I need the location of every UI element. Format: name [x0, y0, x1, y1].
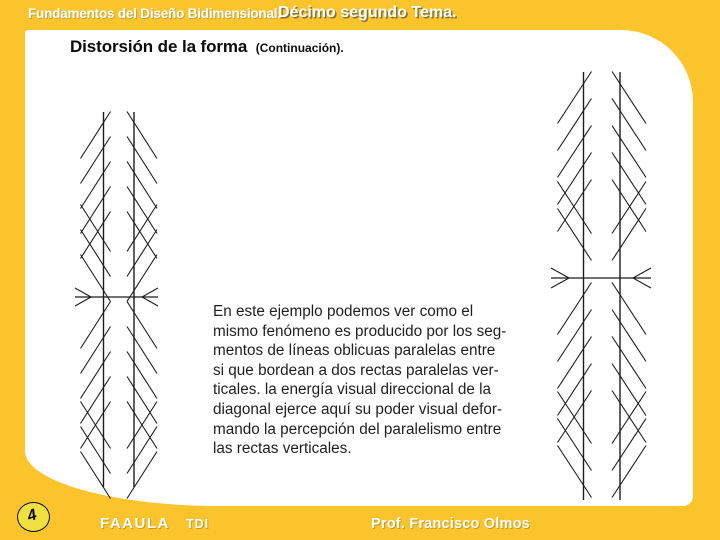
slide-title-main: Distorsión de la forma — [70, 37, 248, 56]
paragraph-line: ticales. la energía visual direccional de la — [213, 381, 492, 399]
paragraph-line: si que bordean a dos rectas paralelas ver- — [213, 361, 499, 379]
header-topic-label: Décimo segundo Tema. — [278, 4, 457, 21]
paragraph-line: diagonal ejerce aquí su poder visual defor- — [213, 400, 503, 418]
slide-title — [70, 37, 344, 57]
header-bar — [0, 0, 720, 30]
paragraph-line: las rectas verticales. — [213, 440, 352, 458]
slide-number-badge[interactable] — [17, 502, 50, 532]
paragraph-line: mando la percepción del paralelismo entre — [213, 420, 502, 438]
footer-professor-label: Prof. Francisco Olmos — [371, 516, 530, 532]
paragraph-line: En este ejemplo podemos ver como el — [213, 303, 474, 320]
paragraph-line: mentos de líneas oblicuas paralelas entre — [213, 342, 496, 360]
body-paragraph — [213, 302, 543, 459]
slide-number-glyph: 4 — [25, 506, 39, 526]
header-course-label: Fundamentos del Diseño Bidimensional: — [28, 6, 282, 21]
footer-org-label: FAAULA — [100, 515, 170, 532]
slide-title-continuation: (Continuación). — [255, 41, 344, 55]
paragraph-line: mismo fenómeno es producido por los seg- — [213, 322, 507, 340]
footer-course-code-label: TDI — [186, 517, 210, 531]
